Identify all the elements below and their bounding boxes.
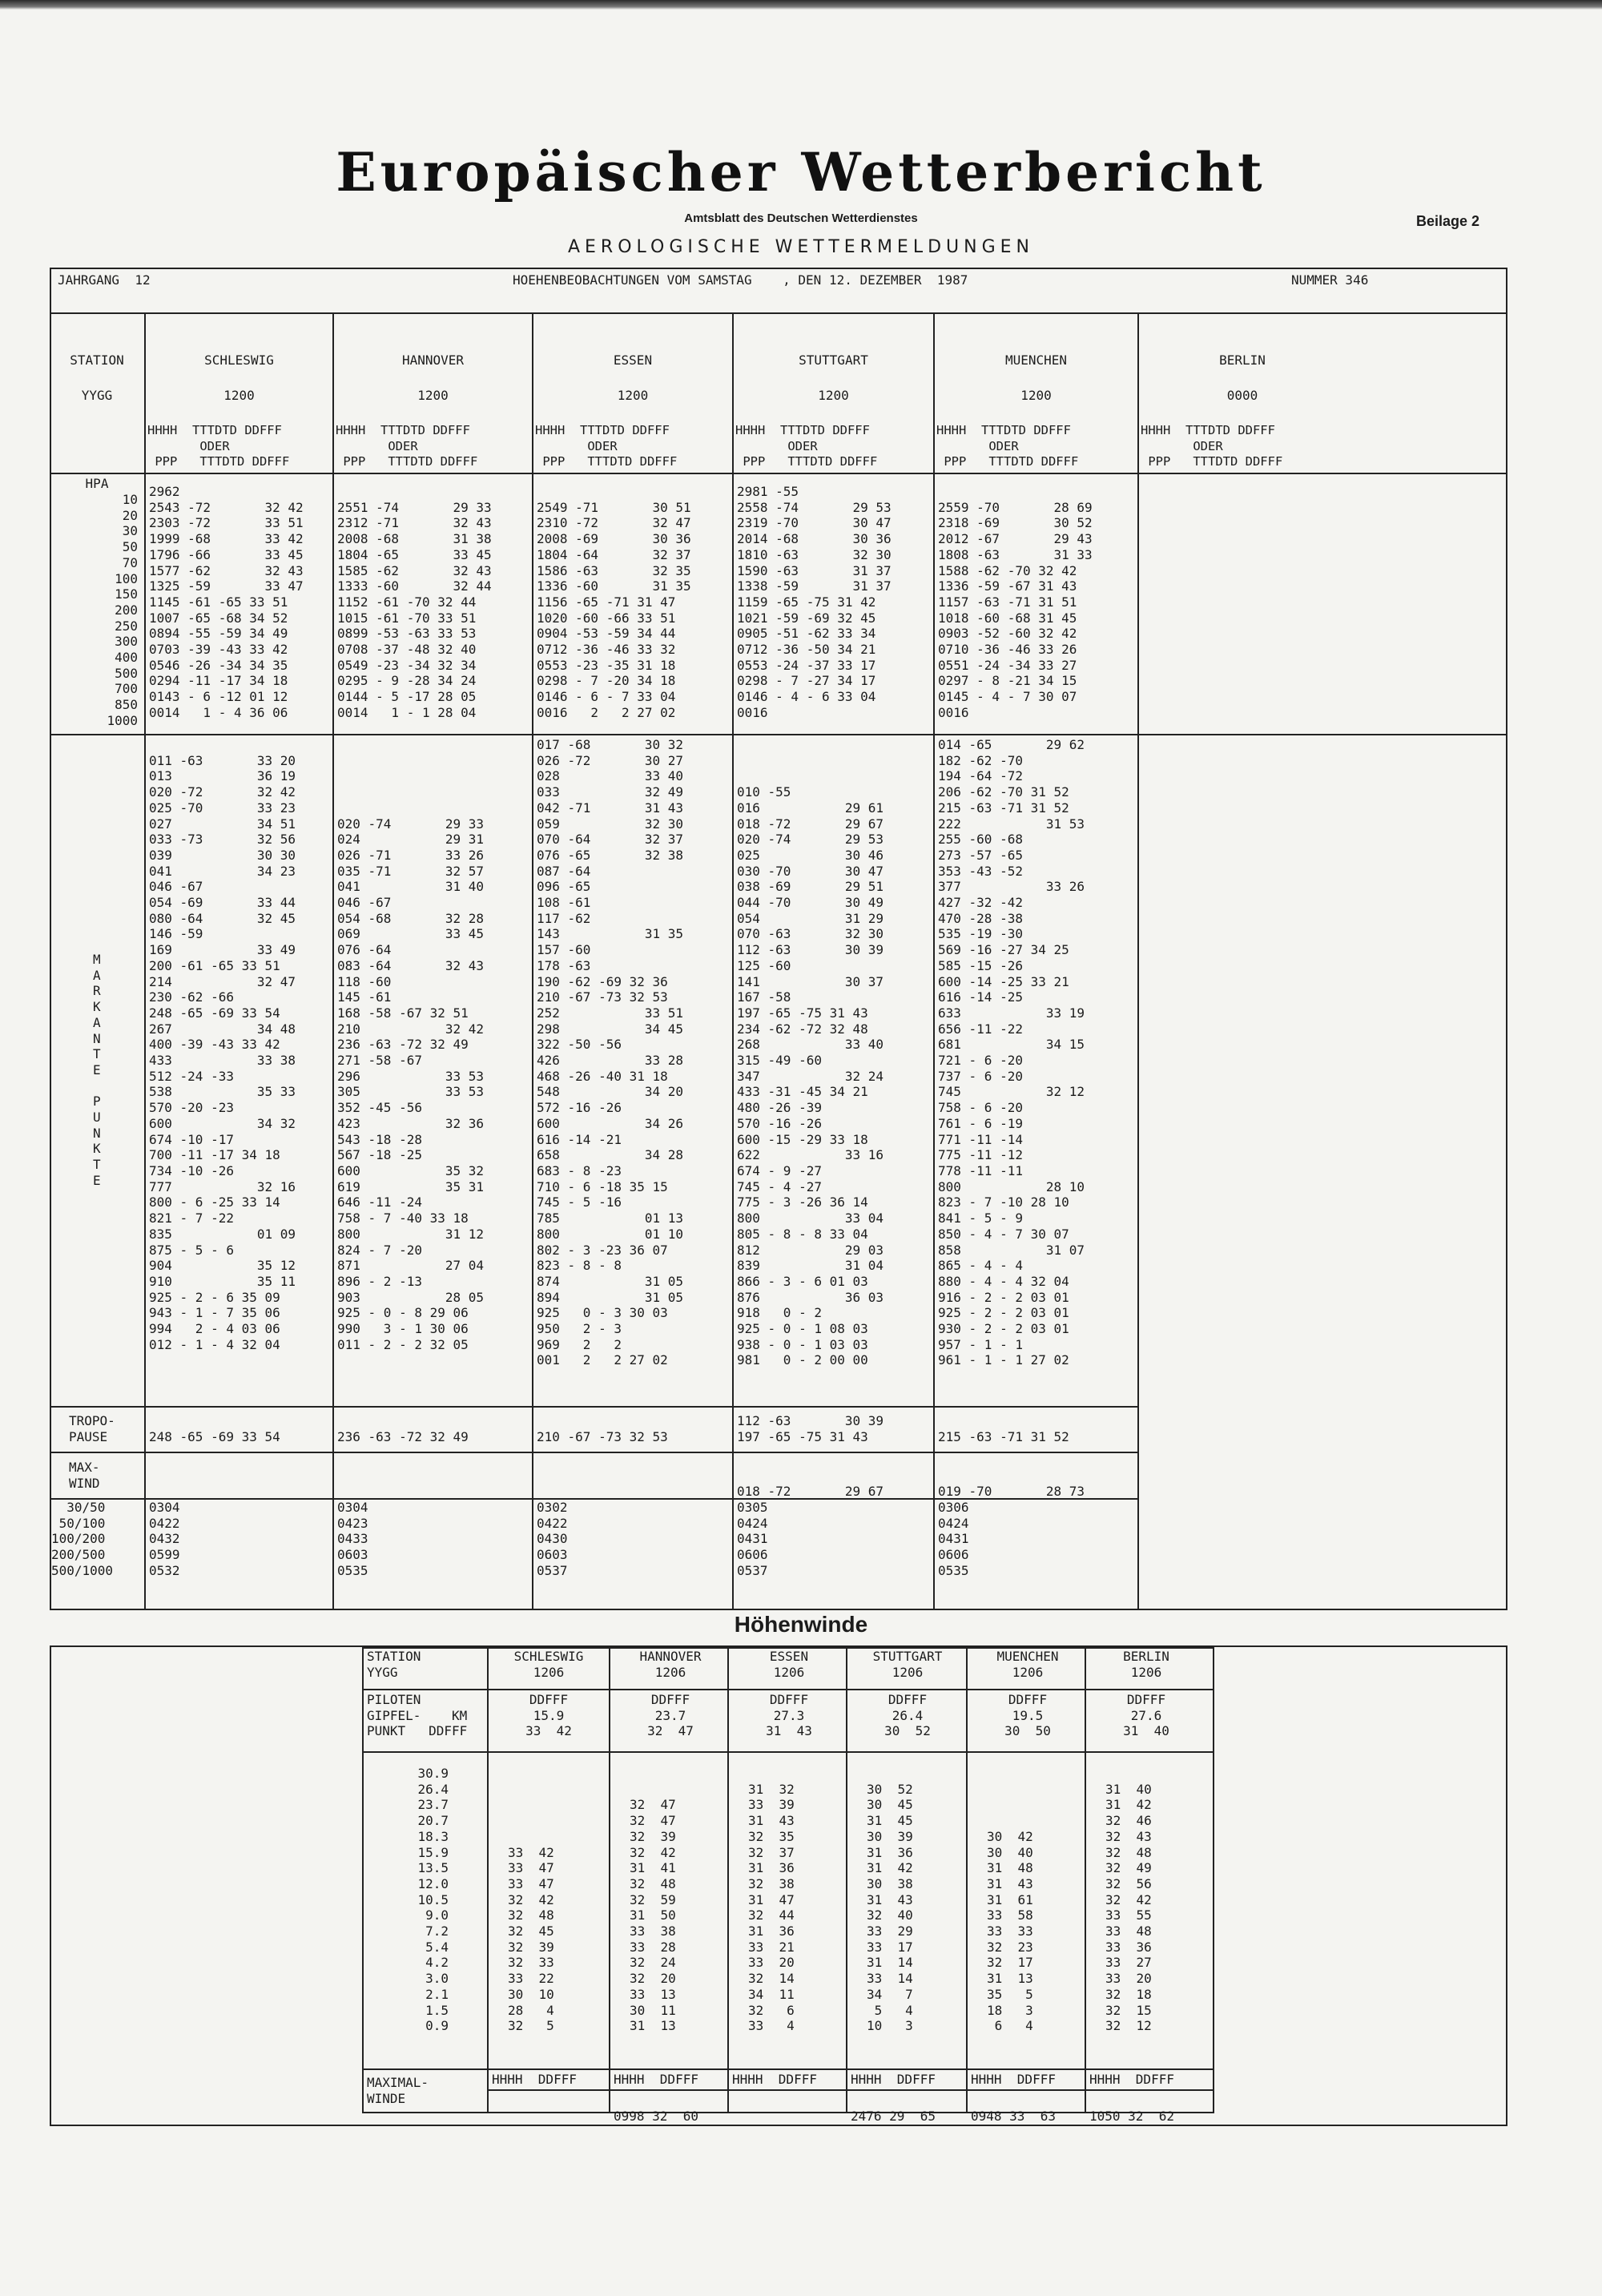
col-sep-2 <box>532 314 533 1610</box>
col-sep-3 <box>732 314 734 1610</box>
hw-gipfel: DDFFF 15.9 33 42 <box>525 1692 572 1739</box>
station-time: 1200 <box>417 388 449 403</box>
station-name: STUTTGART <box>799 352 868 368</box>
station-name: BERLIN <box>1219 352 1266 368</box>
hw-rule-head <box>362 1689 1214 1690</box>
section-title: AEROLOGISCHE WETTERMELDUNGEN <box>567 237 1034 257</box>
hw-gipfel: DDFFF 23.7 32 47 <box>647 1692 694 1739</box>
hw-gipfel: DDFFF 19.5 30 50 <box>1004 1692 1051 1739</box>
hw-col-sep <box>966 1647 968 2113</box>
hw-max-header: HHHH DDFFF <box>492 2072 577 2087</box>
rule-tropopause <box>50 1406 1139 1408</box>
layer-labels: 30/50 50/100 100/200 200/500 500/1000 <box>51 1500 114 1578</box>
station-name: ESSEN <box>613 352 653 368</box>
station-time: 1200 <box>617 388 649 403</box>
hw-heights: 30.9 26.4 23.7 20.7 18.3 15.9 13.5 12.0 10.5 9.0 7.2 5.4 4.2 3.0 2.1 1.5 0.9 <box>417 1766 449 2034</box>
hw-max-header: HHHH DDFFF <box>851 2072 936 2087</box>
hw-station-head: SCHLESWIG 1206 <box>513 1649 584 1680</box>
hw-max-header: HHHH DDFFF <box>614 2072 698 2087</box>
column-header: HHHH TTTDTD DDFFF ODER PPP TTTDTD DDFFF <box>936 423 1079 469</box>
tropopause-data: 236 -63 -72 32 49 <box>337 1428 469 1444</box>
column-header: HHHH TTTDTD DDFFF ODER PPP TTTDTD DDFFF <box>147 423 290 469</box>
maxwind-data: 019 -70 28 73 <box>938 1484 1085 1499</box>
hw-gipfel: DDFFF 27.6 31 40 <box>1123 1692 1169 1739</box>
hw-max-header: HHHH DDFFF <box>971 2072 1056 2087</box>
hpa-levels: 10 20 30 50 70 100 150 200 250 300 400 500 700 850 1000 <box>107 492 138 728</box>
column-header: HHHH TTTDTD DDFFF ODER PPP TTTDTD DDFFF <box>735 423 878 469</box>
scan-edge <box>0 0 1602 10</box>
station-label: STATION <box>70 352 124 368</box>
hw-max-value: 1050 32 62 <box>1089 2109 1174 2124</box>
hw-rule-maxhead <box>489 2089 1214 2091</box>
hw-max-header: HHHH DDFFF <box>732 2072 817 2087</box>
hw-max-header: HHHH DDFFF <box>1089 2072 1174 2087</box>
rule-maxwind <box>50 1452 1139 1453</box>
hw-gipfel: DDFFF 26.4 30 52 <box>884 1692 931 1739</box>
significant-level-data: 017 -68 30 32 026 -72 30 27 028 33 40 033 32 49 042 -71 31 43 059 32 30 070 -64 32 37 076 -65 32 38 087 -64 096 -65 108 -61 117 -62 143 31 35 157 -60 178 -63 190 -62 -69 32 36 210 -67 -73 32 53 252 33 51 298 34 45 322 -50 -56 426 33 28 468 -26 -40 31 18 548 34 20 572 -16 -26 600 34 26 616 -14 -21 658 34 28 683 - 8 -23 710 - 6 -18 35 15 745 - 5 -16 785 01 13 800 01 10 802 - 3 -23 36 07 823 - 8 - 8 874 31 05 894 31 05 925 0 - 3 30 03 950 2 - 3 969 2 2 001 2 2 27 02 <box>537 737 684 1368</box>
tropopause-data: 112 -63 30 39 197 -65 -75 31 43 <box>737 1413 884 1444</box>
hw-station-label: STATION YYGG <box>367 1649 421 1680</box>
layer-thickness-data: 0306 0424 0431 0606 0535 <box>938 1500 969 1578</box>
column-header: HHHH TTTDTD DDFFF ODER PPP TTTDTD DDFFF <box>1141 423 1283 469</box>
column-header: HHHH TTTDTD DDFFF ODER PPP TTTDTD DDFFF <box>336 423 478 469</box>
hw-gipfel: DDFFF 27.3 31 43 <box>766 1692 812 1739</box>
col-sep-5 <box>1137 314 1139 1610</box>
layer-thickness-data: 0305 0424 0431 0606 0537 <box>737 1500 768 1578</box>
significant-level-data: 014 -65 29 62 182 -62 -70 194 -64 -72 206 -62 -70 31 52 215 -63 -71 31 52 222 31 53 255 -60 -68 273 -57 -65 353 -43 -52 377 33 26 427 -32 -42 470 -28 -38 535 -19 -30 569 -16 -27 34 25 585 -15 -26 600 -14 -25 33 21 616 -14 -25 633 33 19 656 -11 -22 681 34 15 721 - 6 -20 737 - 6 -20 745 32 12 758 - 6 -20 761 - 6 -19 771 -11 -14 775 -11 -12 778 -11 -11 800 28 10 823 - 7 -10 28 10 841 - 5 - 9 850 - 4 - 7 30 07 858 31 07 865 - 4 - 4 880 - 4 - 4 32 04 916 - 2 - 2 03 01 925 - 2 - 2 03 01 930 - 2 - 2 03 01 957 - 1 - 1 961 - 1 - 1 27 02 <box>938 737 1085 1368</box>
hw-col-sep <box>487 1647 489 2113</box>
station-name: HANNOVER <box>401 352 465 368</box>
maxwind-label: MAX- WIND <box>69 1460 100 1491</box>
tropopause-data: 248 -65 -69 33 54 <box>149 1428 280 1444</box>
standard-level-data: 2559 -70 28 69 2318 -69 30 52 2012 -67 29 43 1808 -63 31 33 1588 -62 -70 32 42 1336 -59 -67 31 43 1157 -63 -71 31 51 1018 -60 -68 31 45 0903 -52 -60 32 42 0710 -36 -46 33 26 0551 -24 -34 33 27 0297 - 8 -21 34 15 0145 - 4 - 7 30 07 0016 <box>938 499 1093 720</box>
station-time: 1200 <box>1020 388 1052 403</box>
page-subtitle: Amtsblatt des Deutschen Wetterdienstes <box>684 211 918 225</box>
hw-station-head: STUTTGART 1206 <box>872 1649 943 1680</box>
col-sep-4 <box>933 314 935 1610</box>
hw-piloten-label: PILOTEN GIPFEL- KM PUNKT DDFFF <box>367 1692 468 1739</box>
hw-rule-max <box>362 2068 1214 2070</box>
hw-max-value: 2476 29 65 <box>851 2109 936 2124</box>
significant-level-data: 020 -74 29 33 024 29 31 026 -71 33 26 035 -71 32 57 041 31 40 046 -67 054 -68 32 28 069 33 45 076 -64 083 -64 32 43 118 -60 145 -61 168 -58 -67 32 51 210 32 42 236 -63 -72 32 49 271 -58 -67 296 33 53 305 33 53 352 -45 -56 423 32 36 543 -18 -28 567 -18 -25 600 35 32 619 35 31 646 -11 -24 758 - 7 -40 33 18 800 31 12 824 - 7 -20 871 27 04 896 - 2 -13 903 28 05 925 - 0 - 8 29 06 990 3 - 1 30 06 011 - 2 - 2 32 05 <box>337 816 485 1352</box>
layer-thickness-data: 0302 0422 0430 0603 0537 <box>537 1500 568 1578</box>
maxwind-data: 018 -72 29 67 <box>737 1484 884 1499</box>
page-title: Europäischer Wetterbericht <box>336 141 1266 203</box>
standard-level-data: 2551 -74 29 33 2312 -71 32 43 2008 -68 31 38 1804 -65 33 45 1585 -62 32 43 1333 -60 32 44 1152 -61 -70 32 44 1015 -61 -70 33 51 0899 -53 -63 33 53 0708 -37 -48 32 40 0549 -23 -34 32 34 0295 - 9 -28 34 24 0144 - 5 -17 28 05 0014 1 - 1 28 04 <box>337 499 492 720</box>
jahrgang: JAHRGANG 12 <box>58 272 151 288</box>
hw-max-value: 0948 33 63 <box>971 2109 1056 2124</box>
hw-wind-values: 32 47 32 47 32 39 32 42 31 41 32 48 32 59 31 50 33 38 33 28 32 24 32 20 33 13 30 11 31 13 <box>630 1797 676 2034</box>
rule-standard-levels <box>50 734 1507 735</box>
hw-col-sep <box>609 1647 610 2113</box>
tropopause-data: 215 -63 -71 31 52 <box>938 1428 1069 1444</box>
col-sep-1 <box>332 314 334 1610</box>
hoehenwinde-title: Höhenwinde <box>734 1612 868 1637</box>
markante-punkte-label: M A R K A N T E P U N K T E <box>93 952 101 1188</box>
hw-station-head: BERLIN 1206 <box>1123 1649 1169 1680</box>
hw-col-sep <box>727 1647 729 2113</box>
hw-wind-values: 33 42 33 47 33 47 32 42 32 48 32 45 32 39 32 33 33 22 30 10 28 4 32 5 <box>508 1844 554 2034</box>
layer-thickness-data: 0304 0423 0433 0603 0535 <box>337 1500 368 1578</box>
tropopause-label: TROPO- PAUSE <box>69 1413 115 1444</box>
layer-thickness-data: 0304 0422 0432 0599 0532 <box>149 1500 180 1578</box>
hw-station-head: HANNOVER 1206 <box>639 1649 702 1680</box>
standard-level-data: 2981 -55 2558 -74 29 53 2319 -70 30 47 2014 -68 30 36 1810 -63 32 30 1590 -63 31 37 1338 -59 31 37 1159 -65 -75 31 42 1021 -59 -69 32 45 0905 -51 -62 33 34 0712 -36 -50 34 21 0553 -24 -37 33 17 0298 - 7 -27 34 17 0146 - 4 - 6 33 04 0016 <box>737 484 892 720</box>
station-time: 1200 <box>223 388 255 403</box>
hw-col-sep <box>1085 1647 1086 2113</box>
hw-max-value: 0998 32 60 <box>614 2109 698 2124</box>
significant-level-data: 011 -63 33 20 013 36 19 020 -72 32 42 025 -70 33 23 027 34 51 033 -73 32 56 039 30 30 041 34 23 046 -67 054 -69 33 44 080 -64 32 45 146 -59 169 33 49 200 -61 -65 33 51 214 32 47 230 -62 -66 248 -65 -69 33 54 267 34 48 400 -39 -43 33 42 433 33 38 512 -24 -33 538 35 33 570 -20 -23 600 34 32 674 -10 -17 700 -11 -17 34 18 734 -10 -26 777 32 16 800 - 6 -25 33 14 821 - 7 -22 835 01 09 875 - 5 - 6 904 35 12 910 35 11 925 - 2 - 6 35 09 943 - 1 - 7 35 06 994 2 - 4 03 06 012 - 1 - 4 32 04 <box>149 752 296 1352</box>
significant-level-data: 010 -55 016 29 61 018 -72 29 67 020 -74 29 53 025 30 46 030 -70 30 47 038 -69 29 51 044 -70 30 49 054 31 29 070 -63 32 30 112 -63 30 39 125 -60 141 30 37 167 -58 197 -65 -75 31 43 234 -62 -72 32 48 268 33 40 315 -49 -60 347 32 24 433 -31 -45 34 21 480 -26 -39 570 -16 -26 600 -15 -29 33 18 622 33 16 674 - 9 -27 745 - 4 -27 775 - 3 -26 36 14 800 33 04 805 - 8 - 8 33 04 812 29 03 839 31 04 866 - 3 - 6 01 03 876 36 03 918 0 - 2 925 - 0 - 1 08 03 938 - 0 - 1 03 03 981 0 - 2 00 00 <box>737 784 884 1368</box>
hw-wind-values: 31 40 31 42 32 46 32 43 32 48 32 49 32 56 32 42 33 55 33 48 33 36 33 27 33 20 32 18 32 15 32 12 <box>1105 1781 1152 2034</box>
rule-subheader <box>50 473 1507 474</box>
station-time: 0000 <box>1226 388 1258 403</box>
hw-rule-gipfel <box>362 1751 1214 1753</box>
hw-wind-values: 30 52 30 45 31 45 30 39 31 36 31 42 30 38 31 43 32 40 33 29 33 17 31 14 33 14 34 7 5 4 10 3 <box>867 1781 913 2034</box>
hw-station-head: MUENCHEN 1206 <box>996 1649 1059 1680</box>
tropopause-data: 210 -67 -73 32 53 <box>537 1428 668 1444</box>
observation-date: HOEHENBEOBACHTUNGEN VOM SAMSTAG , DEN 12. DEZEMBER 1987 <box>513 272 968 288</box>
hw-col-sep <box>846 1647 847 2113</box>
hpa-label: HPA <box>85 476 109 491</box>
hw-station-head: ESSEN 1206 <box>769 1649 809 1680</box>
column-header: HHHH TTTDTD DDFFF ODER PPP TTTDTD DDFFF <box>535 423 678 469</box>
station-time: 1200 <box>818 388 849 403</box>
issue-number: NUMMER 346 <box>1291 272 1369 288</box>
hw-maximal-label: MAXIMAL- WINDE <box>367 2075 429 2106</box>
standard-level-data: 2549 -71 30 51 2310 -72 32 47 2008 -69 30 36 1804 -64 32 37 1586 -63 32 35 1336 -60 31 35 1156 -65 -71 31 47 1020 -60 -66 33 51 0904 -53 -59 34 44 0712 -36 -46 33 32 0553 -23 -35 31 18 0298 - 7 -20 34 18 0146 - 6 - 7 33 04 0016 2 2 27 02 <box>537 499 691 720</box>
hw-wind-values: 31 32 33 39 31 43 32 35 32 37 31 36 32 38 31 47 32 44 31 36 33 21 33 20 32 14 34 11 32 6 33 4 <box>748 1781 795 2034</box>
station-name: MUENCHEN <box>1004 352 1068 368</box>
station-name: SCHLESWIG <box>204 352 274 368</box>
standard-level-data: 2962 2543 -72 32 42 2303 -72 33 51 1999 -68 33 42 1796 -66 33 45 1577 -62 32 43 1325 -59 33 47 1145 -61 -65 33 51 1007 -65 -68 34 52 0894 -55 -59 34 49 0703 -39 -43 33 42 0546 -26 -34 34 35 0294 -11 -17 34 18 0143 - 6 -12 01 12 0014 1 - 4 36 06 <box>149 484 304 720</box>
beilage-label: Beilage 2 <box>1416 213 1480 229</box>
hw-wind-values: 30 42 30 40 31 48 31 43 31 61 33 58 33 33 32 23 32 17 31 13 35 5 18 3 6 4 <box>987 1828 1033 2034</box>
col-sep-0 <box>144 314 146 1610</box>
yygg-label: YYGG <box>81 388 113 403</box>
